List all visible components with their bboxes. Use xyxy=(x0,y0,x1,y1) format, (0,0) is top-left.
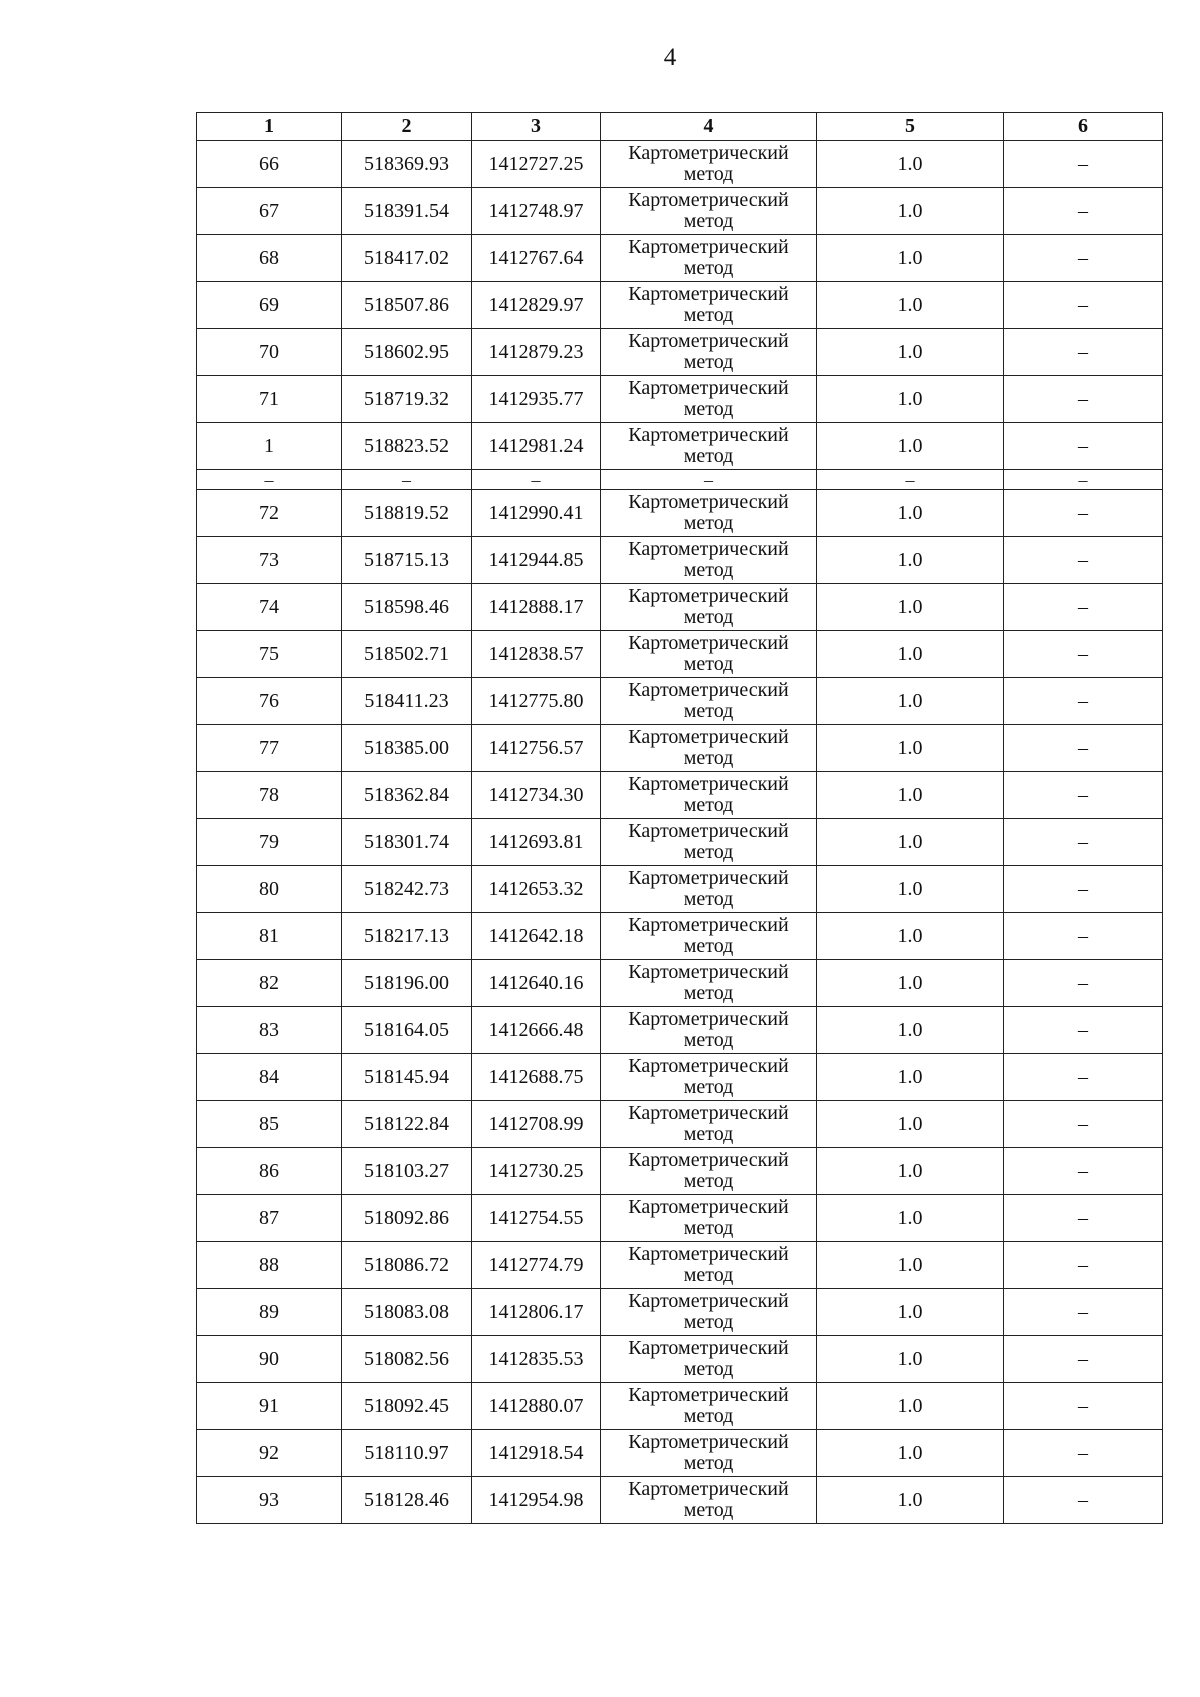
accuracy-cell: 1.0 xyxy=(817,188,1004,235)
method-cell xyxy=(601,631,817,678)
point-number-cell: 69 xyxy=(197,282,342,329)
x-coordinate-cell: 518242.73 xyxy=(342,866,472,913)
method-cell xyxy=(601,584,817,631)
accuracy-cell: 1.0 xyxy=(817,1430,1004,1477)
method-line-1: Картометрический xyxy=(628,283,789,305)
y-coordinate-cell: 1412879.23 xyxy=(472,329,601,376)
method-line-1: Картометрический xyxy=(628,1478,789,1500)
column-header-2: 2 xyxy=(342,113,472,141)
y-coordinate-cell: 1412640.16 xyxy=(472,960,601,1007)
method-line-1: Картометрический xyxy=(628,1149,789,1171)
method-line-1: Картометрический xyxy=(628,914,789,936)
point-number-cell: 90 xyxy=(197,1336,342,1383)
accuracy-cell: 1.0 xyxy=(817,141,1004,188)
note-cell: – xyxy=(1004,235,1163,282)
x-coordinate-cell: 518086.72 xyxy=(342,1242,472,1289)
accuracy-cell: 1.0 xyxy=(817,819,1004,866)
method-cell xyxy=(601,235,817,282)
accuracy-cell: 1.0 xyxy=(817,282,1004,329)
accuracy-cell: 1.0 xyxy=(817,866,1004,913)
table-row xyxy=(197,631,1163,678)
y-coordinate-cell: 1412838.57 xyxy=(472,631,601,678)
table-row xyxy=(197,1477,1163,1524)
y-coordinate-cell: 1412806.17 xyxy=(472,1289,601,1336)
note-cell: – xyxy=(1004,913,1163,960)
column-header-5: 5 xyxy=(817,113,1004,141)
point-number-cell: 86 xyxy=(197,1148,342,1195)
x-coordinate-cell: 518122.84 xyxy=(342,1101,472,1148)
note-cell: – xyxy=(1004,1101,1163,1148)
method-line-2: метод xyxy=(683,559,734,581)
method-cell xyxy=(601,282,817,329)
method-cell xyxy=(601,725,817,772)
x-coordinate-cell: 518362.84 xyxy=(342,772,472,819)
point-number-cell: 71 xyxy=(197,376,342,423)
point-number-cell: 91 xyxy=(197,1383,342,1430)
x-coordinate-cell: 518092.45 xyxy=(342,1383,472,1430)
point-number-cell: 79 xyxy=(197,819,342,866)
x-coordinate-cell: 518083.08 xyxy=(342,1289,472,1336)
note-cell: – xyxy=(1004,329,1163,376)
x-coordinate-cell: 518602.95 xyxy=(342,329,472,376)
method-cell xyxy=(601,1383,817,1430)
point-number-cell: 67 xyxy=(197,188,342,235)
accuracy-cell: 1.0 xyxy=(817,1242,1004,1289)
x-coordinate-cell: 518196.00 xyxy=(342,960,472,1007)
y-coordinate-cell: 1412666.48 xyxy=(472,1007,601,1054)
y-coordinate-cell: 1412748.97 xyxy=(472,188,601,235)
x-coordinate-cell: 518598.46 xyxy=(342,584,472,631)
note-cell: – xyxy=(1004,678,1163,725)
page-number: 4 xyxy=(663,44,677,71)
method-line-2: метод xyxy=(683,512,734,534)
point-number-cell: 77 xyxy=(197,725,342,772)
method-cell xyxy=(601,1148,817,1195)
y-coordinate-cell: 1412835.53 xyxy=(472,1336,601,1383)
y-coordinate-cell: 1412767.64 xyxy=(472,235,601,282)
point-number-cell: 66 xyxy=(197,141,342,188)
accuracy-cell: 1.0 xyxy=(817,490,1004,537)
method-line-1: Картометрический xyxy=(628,773,789,795)
y-coordinate-cell: 1412754.55 xyxy=(472,1195,601,1242)
y-coordinate-cell: 1412829.97 xyxy=(472,282,601,329)
method-line-1: Картометрический xyxy=(628,377,789,399)
note-cell: – xyxy=(1004,537,1163,584)
method-line-2: метод xyxy=(683,1264,734,1286)
method-line-2: метод xyxy=(683,888,734,910)
table-row xyxy=(197,913,1163,960)
method-line-2: метод xyxy=(683,1311,734,1333)
x-coordinate-cell: 518715.13 xyxy=(342,537,472,584)
table-row xyxy=(197,537,1163,584)
method-cell xyxy=(601,141,817,188)
note-cell: – xyxy=(1004,1242,1163,1289)
x-coordinate-cell: 518092.86 xyxy=(342,1195,472,1242)
method-line-1: Картометрический xyxy=(628,820,789,842)
method-line-2: метод xyxy=(683,163,734,185)
note-cell: – xyxy=(1004,1054,1163,1101)
method-cell xyxy=(601,1242,817,1289)
column-header-4: 4 xyxy=(601,113,817,141)
note-cell: – xyxy=(1004,1195,1163,1242)
method-line-1: Картометрический xyxy=(628,236,789,258)
method-line-2: метод xyxy=(683,445,734,467)
y-coordinate-cell: 1412774.79 xyxy=(472,1242,601,1289)
point-number-cell: 88 xyxy=(197,1242,342,1289)
method-line-1: Картометрический xyxy=(628,142,789,164)
table-row xyxy=(197,376,1163,423)
accuracy-cell: 1.0 xyxy=(817,1054,1004,1101)
table-row xyxy=(197,584,1163,631)
method-line-1: Картометрический xyxy=(628,1431,789,1453)
point-number-cell: 72 xyxy=(197,490,342,537)
table-row xyxy=(197,235,1163,282)
x-coordinate-cell: 518128.46 xyxy=(342,1477,472,1524)
note-cell: – xyxy=(1004,584,1163,631)
table-row xyxy=(197,1336,1163,1383)
y-coordinate-cell: 1412756.57 xyxy=(472,725,601,772)
method-line-1: Картометрический xyxy=(628,726,789,748)
point-number-cell: 83 xyxy=(197,1007,342,1054)
method-cell xyxy=(601,1101,817,1148)
x-coordinate-cell: 518082.56 xyxy=(342,1336,472,1383)
method-line-1: – xyxy=(704,469,713,490)
y-coordinate-cell: 1412944.85 xyxy=(472,537,601,584)
column-header-1: 1 xyxy=(197,113,342,141)
table-row xyxy=(197,1007,1163,1054)
method-cell xyxy=(601,490,817,537)
accuracy-cell: 1.0 xyxy=(817,423,1004,470)
x-coordinate-cell: 518823.52 xyxy=(342,423,472,470)
method-cell xyxy=(601,819,817,866)
note-cell: – xyxy=(1004,866,1163,913)
method-cell xyxy=(601,376,817,423)
method-line-1: Картометрический xyxy=(628,1055,789,1077)
point-number-cell: 76 xyxy=(197,678,342,725)
accuracy-cell: 1.0 xyxy=(817,584,1004,631)
accuracy-cell: 1.0 xyxy=(817,960,1004,1007)
method-line-1: Картометрический xyxy=(628,1196,789,1218)
table-row xyxy=(197,282,1163,329)
y-coordinate-cell: 1412708.99 xyxy=(472,1101,601,1148)
x-coordinate-cell: 518391.54 xyxy=(342,188,472,235)
y-coordinate-cell: 1412653.32 xyxy=(472,866,601,913)
method-line-2: метод xyxy=(683,1029,734,1051)
method-line-1: Картометрический xyxy=(628,1337,789,1359)
table-row xyxy=(197,1101,1163,1148)
method-cell xyxy=(601,1195,817,1242)
method-line-2: метод xyxy=(683,700,734,722)
note-cell: – xyxy=(1004,376,1163,423)
point-number-cell: 85 xyxy=(197,1101,342,1148)
method-line-1: Картометрический xyxy=(628,330,789,352)
point-number-cell: 1 xyxy=(197,423,342,470)
method-line-1: Картометрический xyxy=(628,961,789,983)
point-number-cell: 92 xyxy=(197,1430,342,1477)
note-cell: – xyxy=(1004,188,1163,235)
method-cell xyxy=(601,772,817,819)
point-number-cell: – xyxy=(197,470,342,490)
method-line-2: метод xyxy=(683,304,734,326)
y-coordinate-cell: 1412693.81 xyxy=(472,819,601,866)
note-cell: – xyxy=(1004,1148,1163,1195)
x-coordinate-cell: 518411.23 xyxy=(342,678,472,725)
coordinates-table xyxy=(196,112,1163,1524)
x-coordinate-cell: 518719.32 xyxy=(342,376,472,423)
table-row xyxy=(197,819,1163,866)
method-line-2: метод xyxy=(683,1123,734,1145)
method-line-2: метод xyxy=(683,935,734,957)
accuracy-cell: 1.0 xyxy=(817,235,1004,282)
table-row xyxy=(197,188,1163,235)
method-cell xyxy=(601,1007,817,1054)
note-cell: – xyxy=(1004,960,1163,1007)
point-number-cell: 80 xyxy=(197,866,342,913)
y-coordinate-cell: 1412688.75 xyxy=(472,1054,601,1101)
table-body xyxy=(197,141,1163,1524)
note-cell: – xyxy=(1004,1477,1163,1524)
accuracy-cell: 1.0 xyxy=(817,1101,1004,1148)
method-line-2: метод xyxy=(683,606,734,628)
note-cell: – xyxy=(1004,141,1163,188)
header-row xyxy=(197,113,1163,141)
table-row xyxy=(197,1383,1163,1430)
method-line-1: Картометрический xyxy=(628,1290,789,1312)
table-row xyxy=(197,329,1163,376)
note-cell: – xyxy=(1004,819,1163,866)
point-number-cell: 84 xyxy=(197,1054,342,1101)
table-row xyxy=(197,423,1163,470)
accuracy-cell: – xyxy=(817,470,1004,490)
y-coordinate-cell: – xyxy=(472,470,601,490)
method-line-2: метод xyxy=(683,747,734,769)
table-row xyxy=(197,678,1163,725)
note-cell: – xyxy=(1004,490,1163,537)
method-cell xyxy=(601,188,817,235)
y-coordinate-cell: 1412981.24 xyxy=(472,423,601,470)
accuracy-cell: 1.0 xyxy=(817,678,1004,725)
note-cell: – xyxy=(1004,772,1163,819)
note-cell: – xyxy=(1004,282,1163,329)
accuracy-cell: 1.0 xyxy=(817,1289,1004,1336)
x-coordinate-cell: 518507.86 xyxy=(342,282,472,329)
x-coordinate-cell: 518417.02 xyxy=(342,235,472,282)
note-cell: – xyxy=(1004,423,1163,470)
method-line-2: метод xyxy=(683,1076,734,1098)
table-row xyxy=(197,772,1163,819)
method-line-2: метод xyxy=(683,1452,734,1474)
method-cell xyxy=(601,1477,817,1524)
method-cell xyxy=(601,866,817,913)
accuracy-cell: 1.0 xyxy=(817,1383,1004,1430)
method-line-1: Картометрический xyxy=(628,1102,789,1124)
point-number-cell: 78 xyxy=(197,772,342,819)
method-line-2: метод xyxy=(683,1358,734,1380)
method-line-1: Картометрический xyxy=(628,538,789,560)
method-cell xyxy=(601,1430,817,1477)
accuracy-cell: 1.0 xyxy=(817,1336,1004,1383)
column-header-6: 6 xyxy=(1004,113,1163,141)
point-number-cell: 70 xyxy=(197,329,342,376)
x-coordinate-cell: 518110.97 xyxy=(342,1430,472,1477)
method-line-1: Картометрический xyxy=(628,867,789,889)
method-line-1: Картометрический xyxy=(628,585,789,607)
method-line-1: Картометрический xyxy=(628,1243,789,1265)
method-line-1: Картометрический xyxy=(628,679,789,701)
table-row xyxy=(197,141,1163,188)
accuracy-cell: 1.0 xyxy=(817,1148,1004,1195)
note-cell: – xyxy=(1004,631,1163,678)
accuracy-cell: 1.0 xyxy=(817,376,1004,423)
method-cell xyxy=(601,960,817,1007)
y-coordinate-cell: 1412727.25 xyxy=(472,141,601,188)
table-row xyxy=(197,1430,1163,1477)
method-line-1: Картометрический xyxy=(628,1008,789,1030)
method-line-2: метод xyxy=(683,351,734,373)
method-cell xyxy=(601,913,817,960)
x-coordinate-cell: 518819.52 xyxy=(342,490,472,537)
point-number-cell: 93 xyxy=(197,1477,342,1524)
method-line-1: Картометрический xyxy=(628,491,789,513)
method-line-2: метод xyxy=(683,398,734,420)
y-coordinate-cell: 1412730.25 xyxy=(472,1148,601,1195)
method-line-1: Картометрический xyxy=(628,424,789,446)
point-number-cell: 68 xyxy=(197,235,342,282)
x-coordinate-cell: 518164.05 xyxy=(342,1007,472,1054)
x-coordinate-cell: 518145.94 xyxy=(342,1054,472,1101)
method-line-2: метод xyxy=(683,982,734,1004)
table-row xyxy=(197,725,1163,772)
method-line-2: метод xyxy=(683,1499,734,1521)
table-row xyxy=(197,866,1163,913)
accuracy-cell: 1.0 xyxy=(817,329,1004,376)
point-number-cell: 89 xyxy=(197,1289,342,1336)
accuracy-cell: 1.0 xyxy=(817,1007,1004,1054)
accuracy-cell: 1.0 xyxy=(817,772,1004,819)
method-line-1: Картометрический xyxy=(628,1384,789,1406)
note-cell: – xyxy=(1004,1289,1163,1336)
note-cell: – xyxy=(1004,1383,1163,1430)
y-coordinate-cell: 1412990.41 xyxy=(472,490,601,537)
x-coordinate-cell: 518301.74 xyxy=(342,819,472,866)
method-cell xyxy=(601,423,817,470)
method-line-2: метод xyxy=(683,653,734,675)
method-line-2: метод xyxy=(683,1170,734,1192)
method-cell xyxy=(601,1336,817,1383)
method-line-1: Картометрический xyxy=(628,632,789,654)
note-cell: – xyxy=(1004,1007,1163,1054)
accuracy-cell: 1.0 xyxy=(817,725,1004,772)
table-row xyxy=(197,1054,1163,1101)
method-line-2: метод xyxy=(683,210,734,232)
note-cell: – xyxy=(1004,725,1163,772)
table-row xyxy=(197,1242,1163,1289)
y-coordinate-cell: 1412775.80 xyxy=(472,678,601,725)
accuracy-cell: 1.0 xyxy=(817,537,1004,584)
note-cell: – xyxy=(1004,1430,1163,1477)
accuracy-cell: 1.0 xyxy=(817,1477,1004,1524)
y-coordinate-cell: 1412734.30 xyxy=(472,772,601,819)
y-coordinate-cell: 1412880.07 xyxy=(472,1383,601,1430)
method-cell xyxy=(601,1289,817,1336)
x-coordinate-cell: 518502.71 xyxy=(342,631,472,678)
method-line-2: метод xyxy=(683,841,734,863)
method-line-2: метод xyxy=(683,1217,734,1239)
accuracy-cell: 1.0 xyxy=(817,1195,1004,1242)
point-number-cell: 73 xyxy=(197,537,342,584)
method-cell xyxy=(601,470,817,490)
table-row xyxy=(197,490,1163,537)
y-coordinate-cell: 1412935.77 xyxy=(472,376,601,423)
point-number-cell: 87 xyxy=(197,1195,342,1242)
x-coordinate-cell: – xyxy=(342,470,472,490)
note-cell: – xyxy=(1004,470,1163,490)
method-cell xyxy=(601,329,817,376)
y-coordinate-cell: 1412642.18 xyxy=(472,913,601,960)
method-line-2: метод xyxy=(683,257,734,279)
note-cell: – xyxy=(1004,1336,1163,1383)
table-row xyxy=(197,1148,1163,1195)
accuracy-cell: 1.0 xyxy=(817,913,1004,960)
x-coordinate-cell: 518217.13 xyxy=(342,913,472,960)
y-coordinate-cell: 1412888.17 xyxy=(472,584,601,631)
table-row xyxy=(197,1289,1163,1336)
y-coordinate-cell: 1412954.98 xyxy=(472,1477,601,1524)
method-cell xyxy=(601,678,817,725)
accuracy-cell: 1.0 xyxy=(817,631,1004,678)
point-number-cell: 75 xyxy=(197,631,342,678)
method-cell xyxy=(601,1054,817,1101)
method-line-2: метод xyxy=(683,794,734,816)
y-coordinate-cell: 1412918.54 xyxy=(472,1430,601,1477)
separator-row xyxy=(197,470,1163,490)
point-number-cell: 74 xyxy=(197,584,342,631)
method-line-2: метод xyxy=(683,1405,734,1427)
x-coordinate-cell: 518385.00 xyxy=(342,725,472,772)
x-coordinate-cell: 518103.27 xyxy=(342,1148,472,1195)
point-number-cell: 82 xyxy=(197,960,342,1007)
table-row xyxy=(197,960,1163,1007)
table-row xyxy=(197,1195,1163,1242)
method-cell xyxy=(601,537,817,584)
method-line-1: Картометрический xyxy=(628,189,789,211)
x-coordinate-cell: 518369.93 xyxy=(342,141,472,188)
column-header-3: 3 xyxy=(472,113,601,141)
point-number-cell: 81 xyxy=(197,913,342,960)
